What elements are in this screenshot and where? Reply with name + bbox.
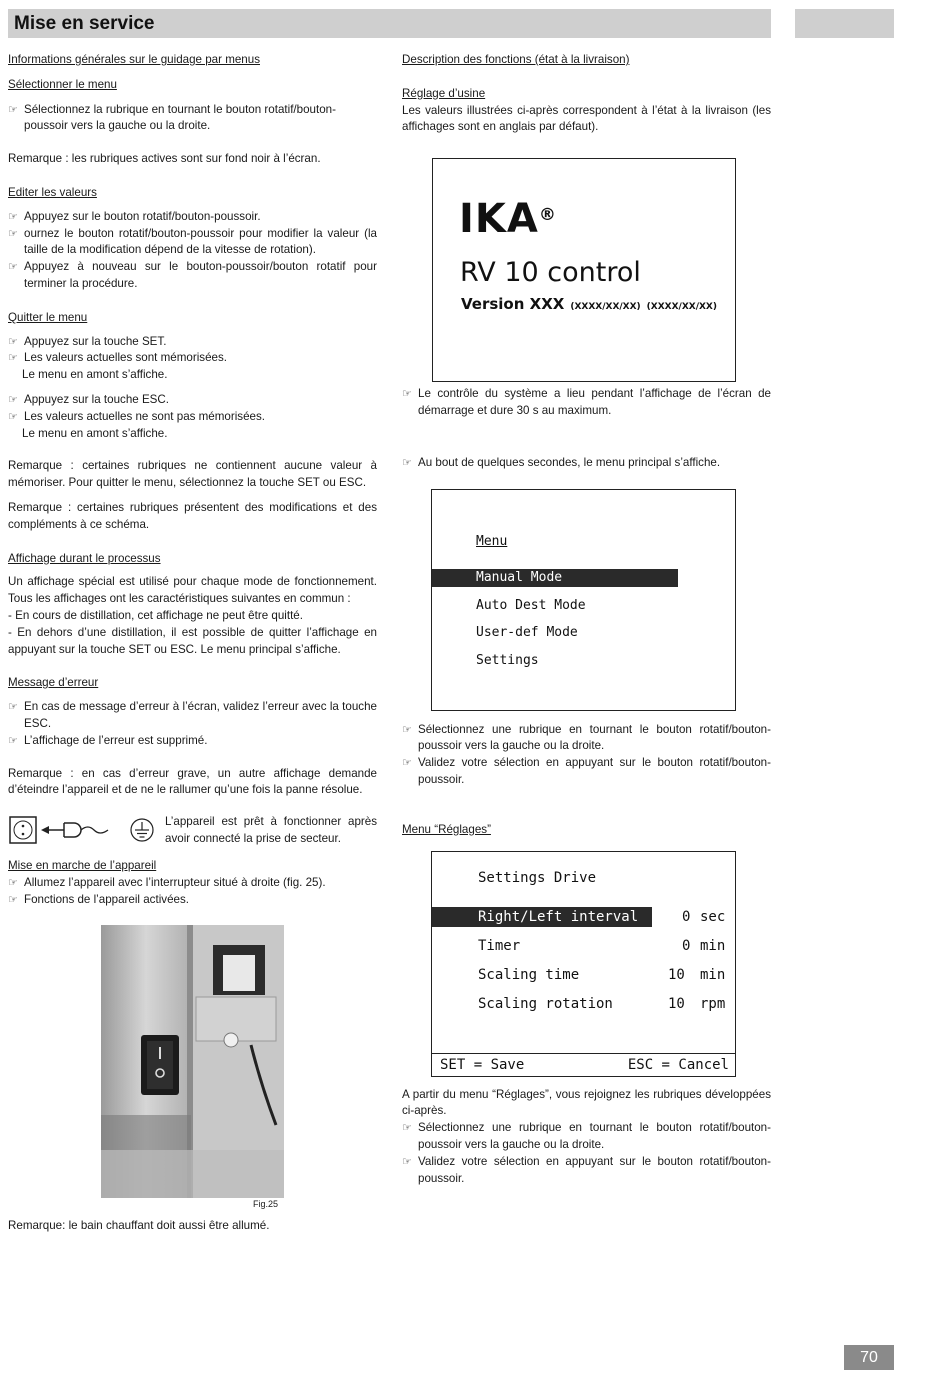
remark-modifications: Remarque : certaines rubriques présentent des modifications et des compléments à ce schéma. bbox=[8, 500, 377, 531]
device-switch-photo bbox=[101, 925, 284, 1198]
process-display-text: Un affichage spécial est utilisé pour chaque mode de fonctionnement. Tous les affichages ont les caractéristiques suivantes en commun : bbox=[8, 575, 377, 606]
settings-screen bbox=[431, 851, 736, 1077]
hand-pointer-icon: ☞ bbox=[8, 393, 18, 406]
heading-process-display: Affichage durant le processus bbox=[8, 551, 161, 565]
power-row bbox=[8, 814, 377, 858]
setting-row-right-left-interval[interactable]: Right/Left interval 0 sec bbox=[432, 907, 732, 927]
hand-pointer-icon: ☞ bbox=[8, 410, 18, 423]
menu-item-auto-dest-mode[interactable]: Auto Dest Mode bbox=[476, 597, 586, 613]
step-edit-2: ☞ ournez le bouton rotatif/bouton-poussoir pour modifier la valeur (la taille de la modification dépend de la vitesse de rotation). bbox=[8, 226, 377, 257]
step-edit-1: ☞ Appuyez sur le bouton rotatif/bouton-poussoir. bbox=[8, 209, 377, 226]
heading-power-on: Mise en marche de l’appareil bbox=[8, 859, 157, 873]
step-settings-select: ☞ Sélectionnez une rubrique en tournant le bouton rotatif/bouton-poussoir vers la gauche ou la droite. bbox=[402, 1121, 771, 1151]
step-select-menu: ☞ Sélectionnez la rubrique en tournant le bouton rotatif/bouton-poussoir vers la gauche ou la droite. bbox=[8, 102, 336, 133]
step-splash-check: ☞ Le contrôle du système a lieu pendant l’affichage de l’écran de démarrage et dure 30 s au maximum. bbox=[402, 387, 771, 417]
hand-pointer-icon: ☞ bbox=[8, 103, 18, 116]
main-menu-screen bbox=[431, 489, 736, 711]
power-ready-note: L’appareil est prêt à fonctionner après avoir connecté la prise de secteur. bbox=[165, 815, 377, 845]
remark-heating-bath: Remarque: le bain chauffant doit aussi être allumé. bbox=[8, 1219, 270, 1233]
hand-pointer-icon: ☞ bbox=[8, 210, 18, 223]
setting-row-scaling-time[interactable]: Scaling time 10 min bbox=[478, 966, 726, 983]
hand-pointer-icon: ☞ bbox=[402, 456, 412, 469]
step-select-item: ☞ Sélectionnez une rubrique en tournant le bouton rotatif/bouton-poussoir vers la gauche ou la droite. bbox=[402, 722, 771, 753]
page-number: 70 bbox=[844, 1345, 894, 1370]
hand-pointer-icon: ☞ bbox=[8, 227, 18, 240]
step-power-on-1: ☞ Allumez l’appareil avec l’interrupteur situé à droite (fig. 25). bbox=[8, 875, 377, 892]
menu-title: Menu bbox=[476, 533, 508, 549]
hand-pointer-icon: ☞ bbox=[8, 876, 18, 889]
remark-no-value: Remarque : certaines rubriques ne contiennent aucune valeur à mémoriser. Pour quitter le menu, sélectionnez la touche SET ou ESC. bbox=[8, 459, 377, 490]
step-error-1: ☞ En cas de message d’erreur à l’écran, validez l’erreur avec la touche ESC. bbox=[8, 700, 377, 730]
figure-caption: Fig.25 bbox=[252, 1199, 278, 1210]
step-settings-validate: ☞ Validez votre sélection en appuyant sur le bouton rotatif/bouton-poussoir. bbox=[402, 1154, 771, 1185]
heading-settings-menu: Menu “Réglages” bbox=[402, 822, 491, 836]
heading-factory-settings: Réglage d’usine bbox=[402, 86, 486, 100]
step-quit-set-2: ☞ Les valeurs actuelles sont mémorisées. bbox=[8, 350, 377, 367]
header-bar bbox=[8, 9, 771, 38]
hand-pointer-icon: ☞ bbox=[8, 261, 18, 274]
step-error-2: ☞ L’affichage de l’erreur est supprimé. bbox=[8, 733, 377, 750]
step-quit-esc-1: ☞ Appuyez sur la touche ESC. bbox=[8, 392, 377, 409]
factory-settings-text: Les valeurs illustrées ci-après correspondent à l’état à la livraison (les affichages sont en anglais par défaut). bbox=[402, 103, 771, 134]
hand-pointer-icon: ☞ bbox=[402, 1122, 412, 1135]
version-line: Version XXX (XXXX/XX/XX) (XXXX/XX/XX) bbox=[461, 295, 717, 314]
right-column bbox=[402, 52, 771, 1187]
heading-error-message: Message d’erreur bbox=[8, 676, 99, 690]
menu-item-manual-mode[interactable]: Manual Mode bbox=[432, 569, 678, 587]
settings-title: Settings Drive bbox=[478, 869, 597, 886]
step-validate-item: ☞ Validez votre sélection en appuyant sur le bouton rotatif/bouton-poussoir. bbox=[402, 756, 771, 786]
heading-select-menu: Sélectionner le menu bbox=[8, 77, 117, 91]
step-edit-3: ☞ Appuyez à nouveau sur le bouton-poussoir/bouton rotatif pour terminer la procédure. bbox=[8, 260, 377, 290]
hand-pointer-icon: ☞ bbox=[8, 893, 18, 906]
header-tab bbox=[795, 9, 894, 38]
hand-pointer-icon: ☞ bbox=[8, 335, 18, 348]
heading-quit-menu: Quitter le menu bbox=[8, 310, 88, 324]
hand-pointer-icon: ☞ bbox=[8, 734, 18, 747]
hand-pointer-icon: ☞ bbox=[8, 701, 18, 714]
menu-item-settings[interactable]: Settings bbox=[476, 652, 539, 668]
settings-intro-text: A partir du menu “Réglages”, vous rejoignez les rubriques développées ci-après. bbox=[402, 1087, 771, 1118]
switch-photo-illustration bbox=[101, 925, 284, 1198]
setting-row-scaling-rotation[interactable]: Scaling rotation 10 rpm bbox=[478, 995, 726, 1012]
hand-pointer-icon: ☞ bbox=[8, 352, 18, 365]
remark-severe-error: Remarque : en cas d’erreur grave, un autre affichage demande d’éteindre l’appareil et de ne le rallumer qu’une fois la panne résolue. bbox=[8, 766, 377, 797]
hand-pointer-icon: ☞ bbox=[402, 757, 412, 770]
step-main-menu: ☞ Au bout de quelques secondes, le menu principal s’affiche. bbox=[402, 455, 771, 472]
setting-row-timer[interactable]: Timer 0 min bbox=[478, 937, 726, 954]
step-power-on-2: ☞ Fonctions de l’appareil activées. bbox=[8, 892, 377, 909]
heading-edit-values: Editer les valeurs bbox=[8, 185, 97, 199]
esc-cancel-label: ESC = Cancel bbox=[627, 1056, 729, 1073]
left-column bbox=[8, 52, 377, 1235]
process-bullet-1: - En cours de distillation, cet affichage ne peut être quitté. bbox=[8, 608, 303, 622]
step-quit-esc-2: ☞ Les valeurs actuelles ne sont pas mémorisées. bbox=[8, 409, 377, 426]
process-bullet-2: - En dehors d’une distillation, il est possible de quitter l’affichage en appuyant sur la touche SET ou ESC. Le menu principal s’affiche. bbox=[8, 625, 377, 656]
note-quit-set: Le menu en amont s’affiche. bbox=[22, 368, 168, 382]
remark-active-items: Remarque : les rubriques actives sont sur fond noir à l’écran. bbox=[8, 152, 321, 166]
menu-item-user-def-mode[interactable]: User-def Mode bbox=[476, 624, 578, 640]
step-quit-set-1: ☞ Appuyez sur la touche SET. bbox=[8, 334, 377, 351]
section-heading-functions: Description des fonctions (état à la livraison) bbox=[402, 53, 630, 66]
splash-screen bbox=[432, 158, 736, 382]
hand-pointer-icon: ☞ bbox=[402, 388, 412, 401]
set-save-label: SET = Save bbox=[440, 1056, 525, 1073]
ika-logo: IKA® bbox=[459, 196, 557, 243]
note-quit-esc: Le menu en amont s’affiche. bbox=[22, 426, 168, 440]
settings-footer bbox=[432, 1053, 735, 1076]
hand-pointer-icon: ☞ bbox=[402, 723, 412, 736]
model-name: RV 10 control bbox=[460, 257, 641, 289]
section-heading-general: Informations générales sur le guidage par menus bbox=[8, 53, 260, 66]
page-title: Mise en service bbox=[14, 13, 155, 34]
hand-pointer-icon: ☞ bbox=[402, 1155, 412, 1168]
mains-plug-icon bbox=[8, 814, 158, 848]
